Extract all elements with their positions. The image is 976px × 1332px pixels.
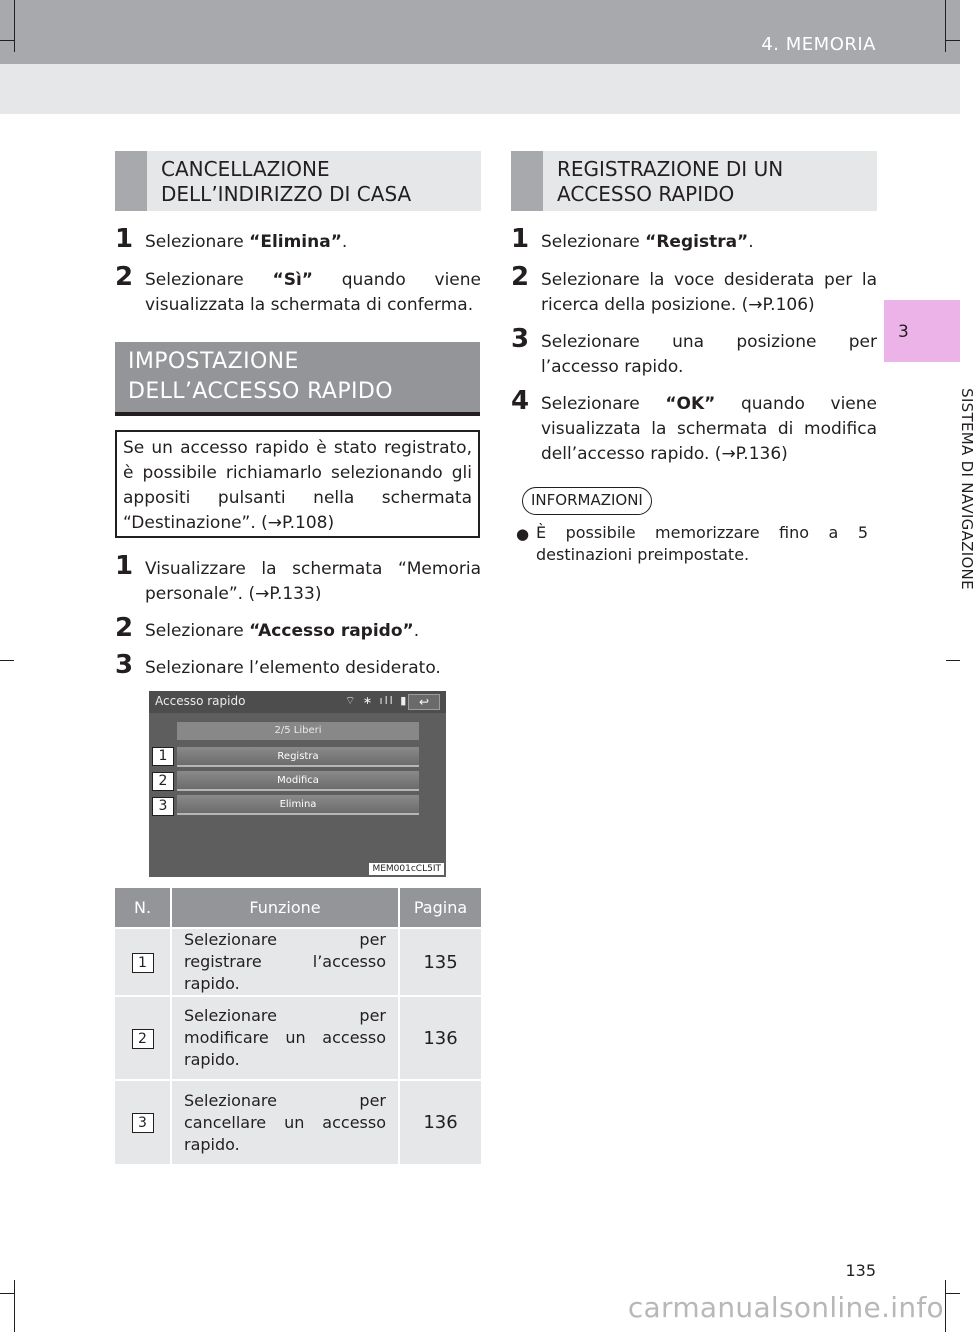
callout-1: 1 <box>152 747 174 766</box>
chapter-tab-number: 3 <box>898 322 909 342</box>
step-text: Selezionare l’elemento desiderato. <box>145 658 441 678</box>
section-header-cancel-home <box>115 151 481 211</box>
section-header-bar <box>115 151 147 211</box>
step-text: Selezionare “Elimina”. <box>145 232 348 252</box>
back-icon[interactable]: ↩ <box>408 694 440 710</box>
table-row <box>115 1080 481 1164</box>
row-page: 135 <box>399 928 481 996</box>
step <box>511 324 877 380</box>
step-text: Selezionare “OK” quando viene visualizzata la schermata di modifica dell’accesso rapido. (→P.136) <box>541 394 877 464</box>
free-slots-indicator: 2/5 Liberi <box>177 722 419 740</box>
step-text: Selezionare la voce desiderata per la ricerca della posizione. (→P.106) <box>541 270 877 315</box>
status-icons: ⌔ ∗ ıll ▮ <box>345 694 409 707</box>
step-text: Selezionare una posizione per l’accesso rapido. <box>541 332 877 377</box>
column-header: N. <box>115 888 171 928</box>
crop-mark <box>946 40 960 41</box>
step-text: Selezionare “Sì” quando viene visualizzata la schermata di conferma. <box>145 270 481 315</box>
crop-mark <box>945 1280 946 1332</box>
image-code: MEM001cCL5IT <box>369 863 444 875</box>
row-function: Selezionare per cancellare un accesso rapido. <box>171 1080 399 1164</box>
table-row <box>115 996 481 1080</box>
row-number: 1 <box>115 928 171 996</box>
quick-access-screenshot <box>149 691 446 877</box>
register-button[interactable]: Registra <box>177 747 419 767</box>
callout-2: 2 <box>152 772 174 791</box>
step <box>511 386 877 467</box>
step-number: 2 <box>115 262 134 292</box>
table-header-row <box>115 888 481 928</box>
row-page: 136 <box>399 1080 481 1164</box>
info-label: INFORMAZIONI <box>522 487 652 515</box>
step-text: Selezionare “Registra”. <box>541 232 754 252</box>
step-text: Visualizzare la schermata “Memoria personale”. (→P.133) <box>145 559 481 604</box>
row-function: Selezionare per modificare un accesso rapido. <box>171 996 399 1080</box>
step-number: 3 <box>115 650 134 680</box>
function-table <box>115 888 481 1164</box>
crop-mark <box>946 1293 960 1294</box>
step-text: Selezionare “Accesso rapido”. <box>145 621 420 641</box>
step-number: 4 <box>511 386 530 416</box>
crop-mark <box>0 660 14 661</box>
table-row <box>115 928 481 996</box>
column-header: Pagina <box>399 888 481 928</box>
crop-mark <box>945 0 946 52</box>
info-item <box>516 522 868 566</box>
crop-mark <box>14 0 15 52</box>
step <box>115 551 481 607</box>
chapter-tab <box>884 300 960 362</box>
crop-mark <box>0 40 14 41</box>
modify-button[interactable]: Modifica <box>177 771 419 791</box>
delete-button[interactable]: Elimina <box>177 795 419 815</box>
step <box>115 650 481 681</box>
row-number: 3 <box>115 1080 171 1164</box>
row-function: Selezionare per registrare l’accesso rapido. <box>171 928 399 996</box>
column-header: Funzione <box>171 888 399 928</box>
step <box>115 262 481 318</box>
step-number: 2 <box>115 613 134 643</box>
section-title: CANCELLAZIONE DELL’INDIRIZZO DI CASA <box>161 157 412 206</box>
section-header-register-quick-access <box>511 151 877 211</box>
step-number: 2 <box>511 262 530 292</box>
callout-3: 3 <box>152 797 174 816</box>
crop-mark <box>946 660 960 661</box>
step <box>511 224 877 255</box>
page-number: 135 <box>845 1261 876 1280</box>
step-number: 3 <box>511 324 530 354</box>
intro-box: Se un accesso rapido è stato registrato, è possibile richiamarlo selezionando gli appositi pulsanti nella schermata “Destinazione”. (→P.108) <box>115 430 480 538</box>
chapter-title: 4. MEMORIA <box>761 34 876 55</box>
section-header-quick-access <box>115 342 480 416</box>
step-number: 1 <box>511 224 530 254</box>
watermark: carmanualsonline.info <box>627 1291 944 1324</box>
bullet-icon: ● <box>516 525 530 543</box>
header-band <box>0 64 960 114</box>
step-number: 1 <box>115 551 134 581</box>
row-page: 136 <box>399 996 481 1080</box>
step <box>511 262 877 318</box>
info-text: È possibile memorizzare fino a 5 destinazioni preimpostate. <box>536 523 868 564</box>
crop-mark <box>0 1293 14 1294</box>
chapter-tab-section: SISTEMA DI NAVIGAZIONE <box>958 388 976 590</box>
step <box>115 613 481 644</box>
section-title: IMPOSTAZIONE DELL’ACCESSO RAPIDO <box>128 349 393 404</box>
step-number: 1 <box>115 224 134 254</box>
screen-title: Accesso rapido <box>155 694 246 708</box>
crop-mark <box>14 1280 15 1332</box>
row-number: 2 <box>115 996 171 1080</box>
section-header-bar <box>511 151 543 211</box>
step <box>115 224 481 255</box>
section-title: REGISTRAZIONE DI UN ACCESSO RAPIDO <box>557 157 784 206</box>
